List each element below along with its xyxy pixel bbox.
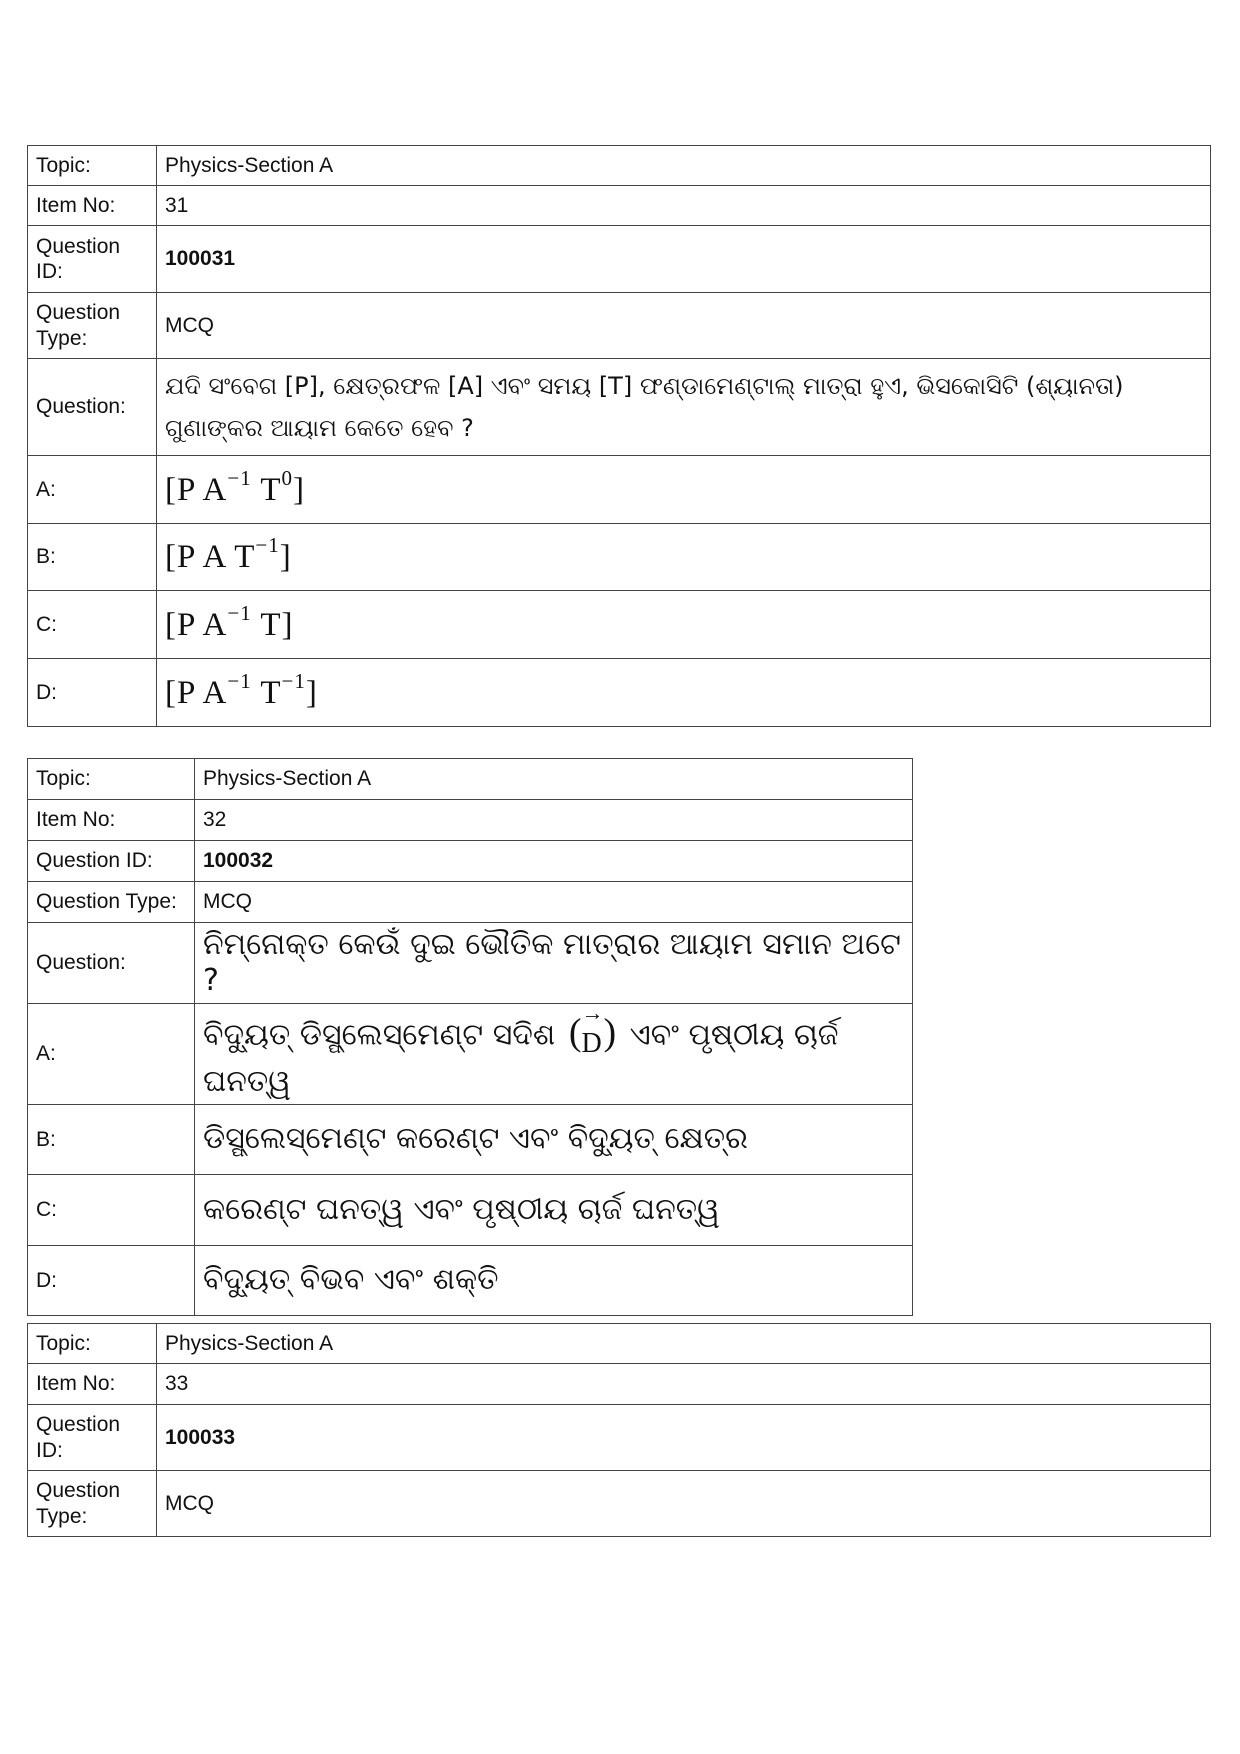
option-b-text: [P A $T^{-1}$] xyxy=(157,524,1211,591)
item-value: 33 xyxy=(157,1364,1211,1405)
question-type-row xyxy=(28,882,913,923)
item-value: 31 xyxy=(157,186,1211,226)
question-id-row xyxy=(28,226,1211,293)
option-a-text: ବିଦ୍ୟୁତ୍ ଡିସ୍ପ୍ଲେସ୍ମେଣ୍ଟ ସଦିଶ ( → D) ଏବଂ ପୃଷ୍ଠୀୟ ଚାର୍ଜ ଘନତ୍ୱ xyxy=(195,1004,913,1105)
question-type-label: Question Type: xyxy=(28,1471,157,1537)
question-type-row xyxy=(28,293,1211,359)
topic-value: Physics-Section A xyxy=(195,759,913,800)
question-label: Question: xyxy=(28,923,195,1004)
item-label: Item No: xyxy=(28,1364,157,1405)
option-d-label: D: xyxy=(28,1245,195,1315)
question-id-value: 100031 xyxy=(157,226,1211,293)
question-id-value: 100032 xyxy=(195,841,913,882)
option-b-label: B: xyxy=(28,1104,195,1174)
item-value: 32 xyxy=(195,800,913,841)
topic-label: Topic: xyxy=(28,759,195,800)
question-id-row xyxy=(28,841,913,882)
option-c-text: [P $A^{-1}$ T] xyxy=(157,591,1211,659)
item-label: Item No: xyxy=(28,186,157,226)
item-label: Item No: xyxy=(28,800,195,841)
option-a-text: [P $A^{-1}$ $T^0$] xyxy=(157,456,1211,524)
option-row-c xyxy=(28,591,1211,659)
topic-row xyxy=(28,1324,1211,1364)
question-type-label: Question Type: xyxy=(28,293,157,359)
question-id-label: Question ID: xyxy=(28,1405,157,1471)
question-label: Question: xyxy=(28,359,157,456)
topic-value: Physics-Section A xyxy=(157,1324,1211,1364)
topic-label: Topic: xyxy=(28,146,157,186)
question-id-row xyxy=(28,1405,1211,1471)
question-table-33 xyxy=(27,1323,1211,1537)
vector-d-symbol: ( → D) xyxy=(568,1003,617,1059)
question-id-label: Question ID: xyxy=(28,841,195,882)
question-row xyxy=(28,359,1211,456)
topic-label: Topic: xyxy=(28,1324,157,1364)
option-row-b xyxy=(28,1104,913,1174)
option-b-label: B: xyxy=(28,524,157,591)
option-b-text: ଡିସ୍ପ୍ଲେସ୍ମେଣ୍ଟ କରେଣ୍ଟ ଏବଂ ବିଦ୍ୟୁତ୍ କ୍ଷେତ୍ର xyxy=(195,1104,913,1174)
option-d-text: ବିଦ୍ୟୁତ୍ ବିଭବ ଏବଂ ଶକ୍ତି xyxy=(195,1245,913,1315)
option-row-a xyxy=(28,1004,913,1105)
topic-row xyxy=(28,759,913,800)
option-c-label: C: xyxy=(28,1174,195,1245)
question-type-row xyxy=(28,1471,1211,1537)
item-row xyxy=(28,800,913,841)
option-row-d xyxy=(28,1245,913,1315)
option-row-d xyxy=(28,659,1211,727)
question-type-value: MCQ xyxy=(157,293,1211,359)
option-d-text: [P $A^{-1}$ $T^{-1}$] xyxy=(157,659,1211,727)
question-text: ଯଦି ସଂବେଗ [P], କ୍ଷେତ୍ରଫଳ [A] ଏବଂ ସମୟ [T] ଫଣ୍ଡାମେଣ୍ଟାଲ୍ ମାତ୍ରା ହୁଏ, ଭିସକୋସିଟି (ଶ୍ୟାନତା) ଗୁଣାଙ୍କର ଆୟାମ କେତେ ହେବ ? xyxy=(157,359,1211,456)
option-row-b xyxy=(28,524,1211,591)
question-table-31 xyxy=(27,145,1211,727)
item-row xyxy=(28,186,1211,226)
question-type-value: MCQ xyxy=(195,882,913,923)
option-row-a xyxy=(28,456,1211,524)
option-c-text: କରେଣ୍ଟ ଘନତ୍ୱ ଏବଂ ପୃଷ୍ଠୀୟ ଚାର୍ଜ ଘନତ୍ୱ xyxy=(195,1174,913,1245)
topic-row xyxy=(28,146,1211,186)
question-id-value: 100033 xyxy=(157,1405,1211,1471)
question-type-label: Question Type: xyxy=(28,882,195,923)
option-row-c xyxy=(28,1174,913,1245)
question-table-32 xyxy=(27,758,913,1316)
question-id-label: Question ID: xyxy=(28,226,157,293)
option-a-label: A: xyxy=(28,1004,195,1105)
option-a-label: A: xyxy=(28,456,157,524)
question-row xyxy=(28,923,913,1004)
option-d-label: D: xyxy=(28,659,157,727)
question-type-value: MCQ xyxy=(157,1471,1211,1537)
option-c-label: C: xyxy=(28,591,157,659)
topic-value: Physics-Section A xyxy=(157,146,1211,186)
item-row xyxy=(28,1364,1211,1405)
question-text: ନିମ୍ନୋକ୍ତ କେଉଁ ଦୁଇ ଭୌତିକ ମାତ୍ରାର ଆୟାମ ସମାନ ଅଟେ ? xyxy=(195,923,913,1004)
